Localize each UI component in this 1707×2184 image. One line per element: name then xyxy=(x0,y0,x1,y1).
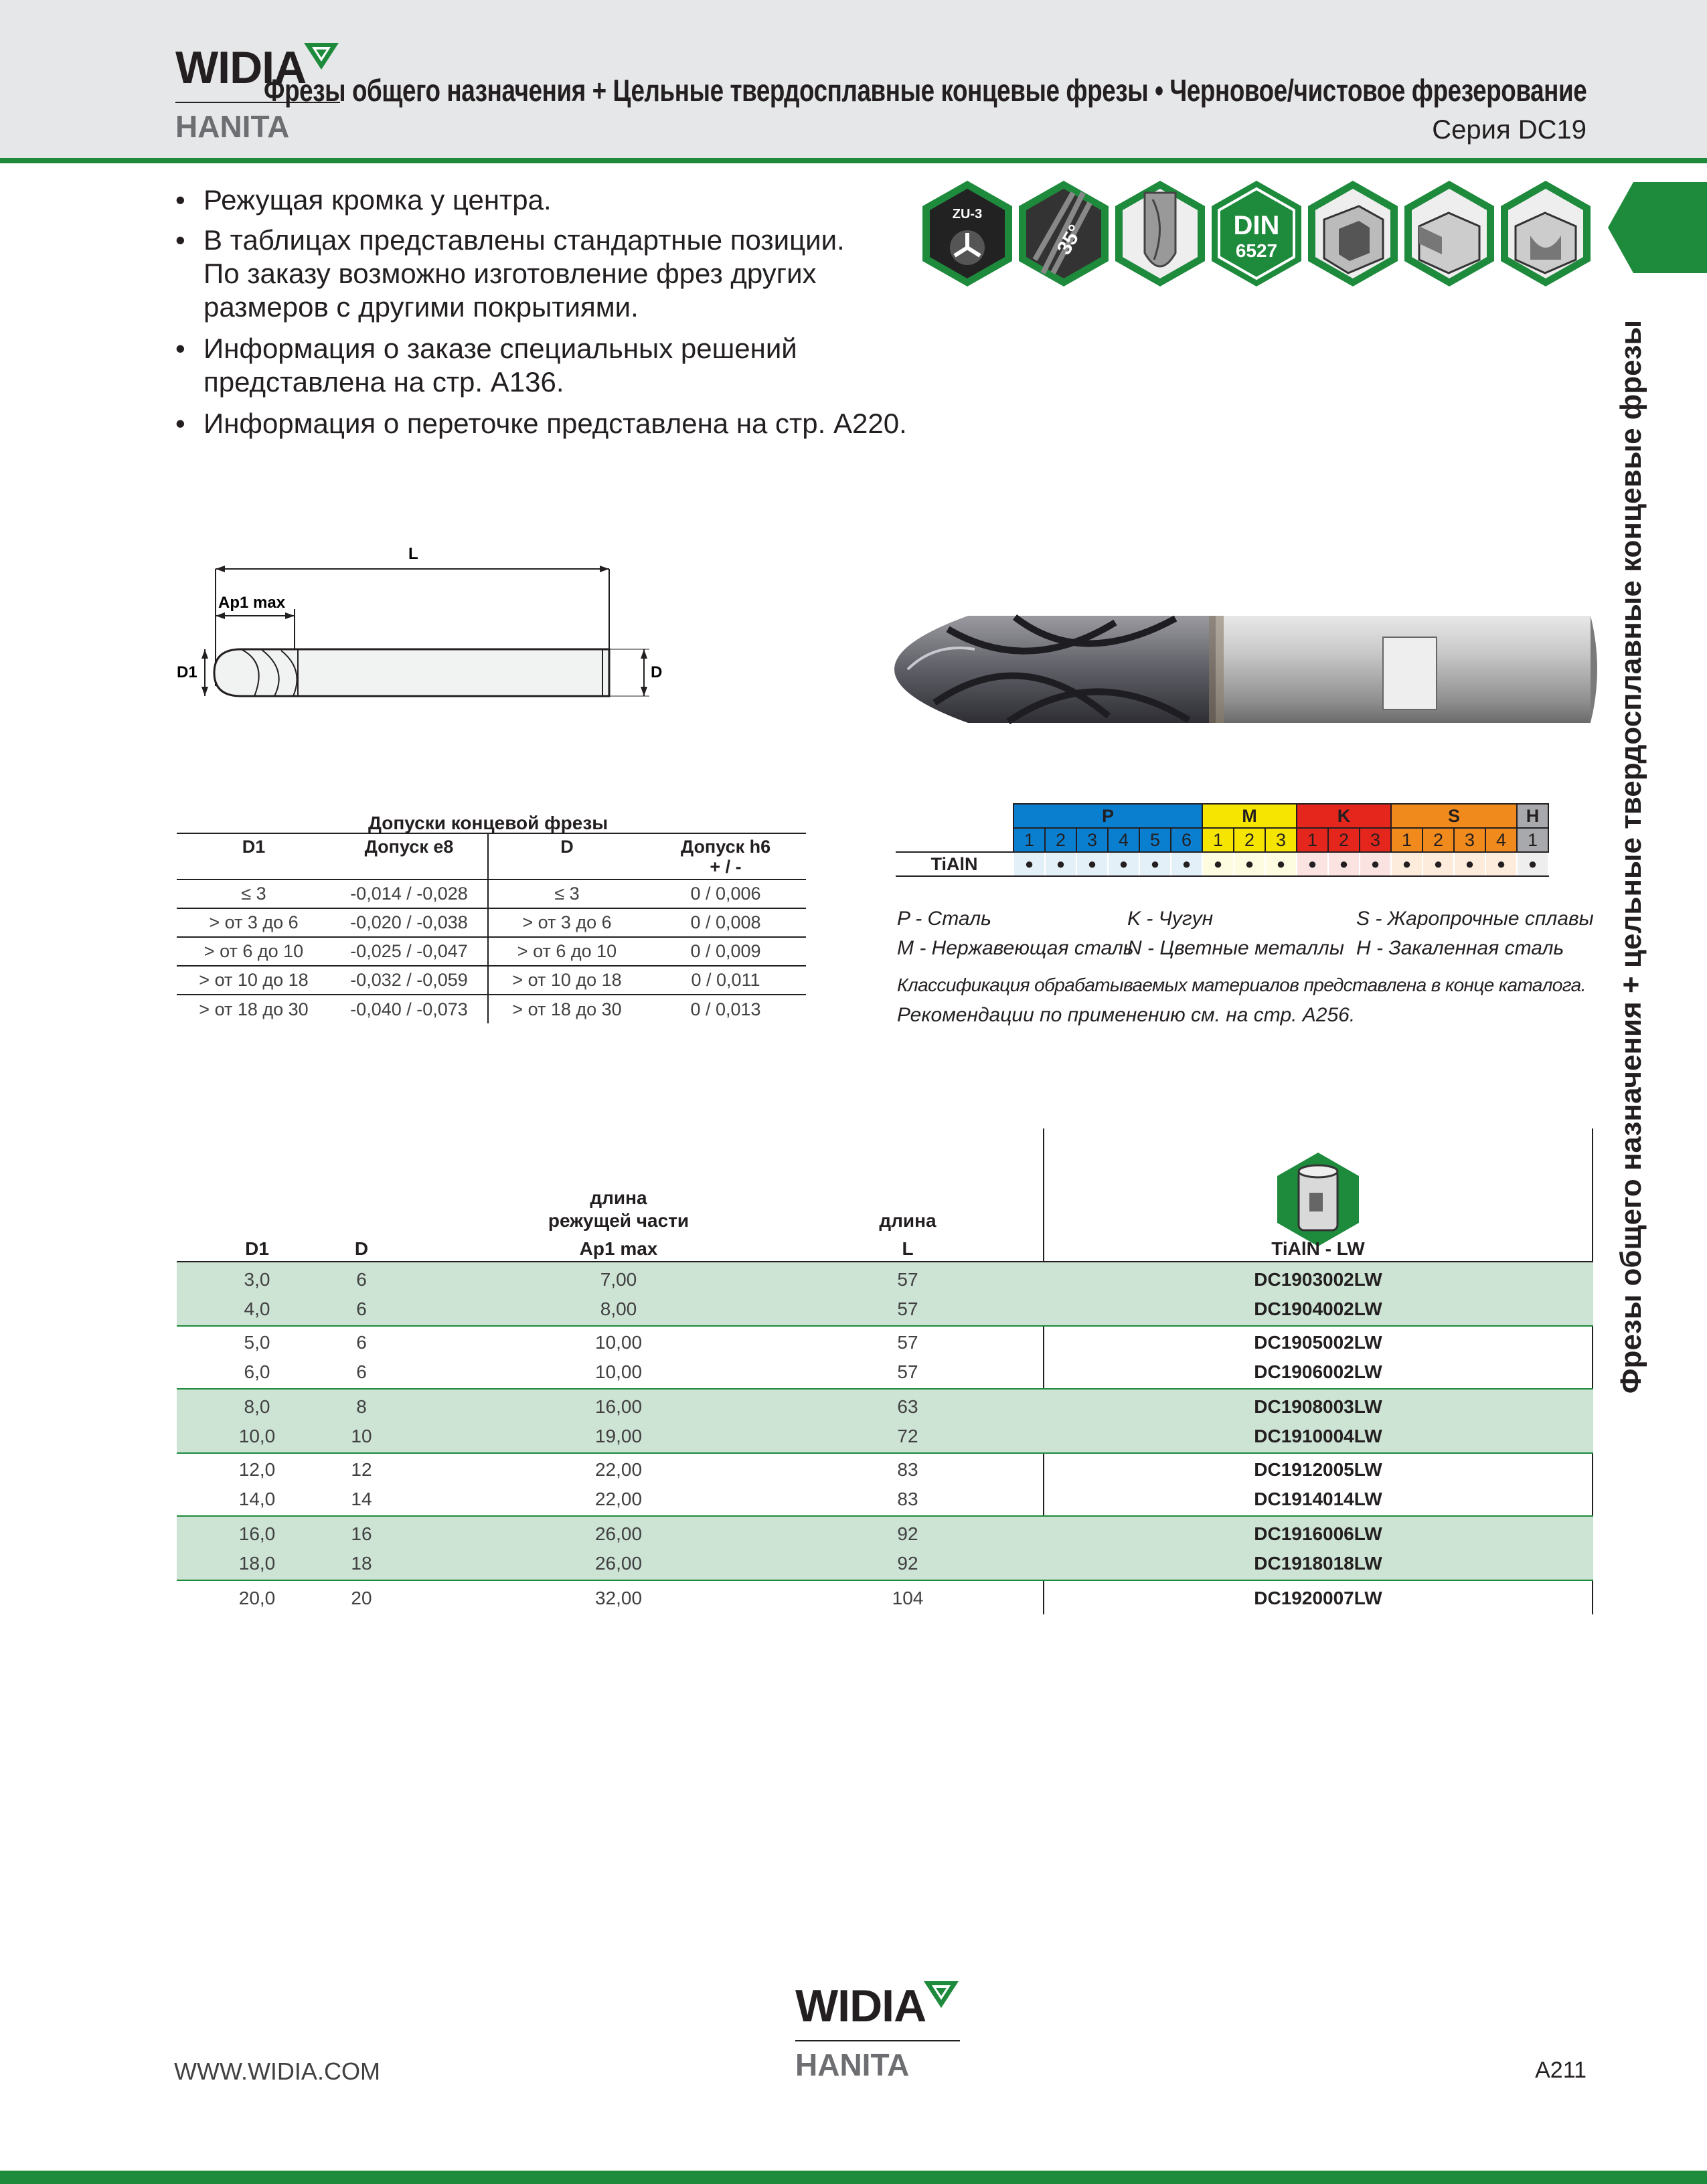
legend-n: N - Цветные металлы xyxy=(1127,937,1344,959)
material-subgroup-p-2: 2 xyxy=(1045,828,1076,852)
order-code[interactable]: DC1903002LW xyxy=(1254,1269,1382,1290)
series-label: Серия DC19 xyxy=(1432,115,1587,145)
logo-hanita-text: HANITA xyxy=(175,109,290,144)
tol-header-d: D xyxy=(560,837,574,857)
table-cell: 16,0 xyxy=(238,1523,276,1544)
section-tab-icon xyxy=(1607,181,1707,274)
application-mark: ● xyxy=(1328,852,1360,876)
logo-widia-text: WIDIA xyxy=(175,42,307,93)
table-cell: 16 xyxy=(351,1523,372,1544)
table-row xyxy=(177,1519,1593,1548)
tol-header-h6-sub: + / - xyxy=(710,857,742,877)
table-row xyxy=(177,995,806,1023)
row-band xyxy=(177,1452,1593,1454)
tol-cell: 0 / 0,013 xyxy=(690,999,761,1019)
table-row xyxy=(177,1485,1593,1513)
tol-cell: -0,040 / -0,073 xyxy=(331,995,488,1023)
table-row xyxy=(177,879,806,908)
table-cell: 4,0 xyxy=(244,1298,270,1319)
side-section-label: Фрезы общего назначения + цельные твердосплавные концевые фрезы xyxy=(1615,319,1647,1394)
material-subgroup-k-3: 3 xyxy=(1360,828,1391,852)
application-mark: ● xyxy=(1391,852,1422,876)
svg-text:ZU-3: ZU-3 xyxy=(952,207,983,222)
widia-logo-mark-icon xyxy=(922,1979,960,2009)
ball-nose-icon xyxy=(1113,179,1208,288)
table-row xyxy=(177,1294,1593,1323)
col-header-l-line1: длина xyxy=(879,1210,937,1231)
logo-widia-text: WIDIA xyxy=(795,1981,926,2031)
table-row xyxy=(177,1422,1593,1450)
widia-logo-mark-icon xyxy=(303,40,340,71)
application-mark: ● xyxy=(1360,852,1391,876)
table-cell: 57 xyxy=(897,1332,918,1353)
material-subgroup-m-2: 2 xyxy=(1234,828,1265,852)
row-band xyxy=(177,1325,1593,1327)
table-cell: 8,00 xyxy=(600,1298,637,1319)
material-subgroup-s-3: 3 xyxy=(1454,828,1485,852)
tol-cell: > от 6 до 10 xyxy=(488,937,645,966)
table-cell: 10 xyxy=(351,1426,372,1446)
application-mark: ● xyxy=(1234,852,1265,876)
tolerance-table xyxy=(177,833,806,1023)
table-cell: 22,00 xyxy=(594,1489,643,1509)
table-cell: 7,00 xyxy=(600,1269,637,1290)
table-cell: 6,0 xyxy=(244,1361,270,1382)
tol-cell: 0 / 0,011 xyxy=(645,966,806,995)
material-corner xyxy=(896,828,1013,852)
tol-cell: -0,020 / -0,038 xyxy=(331,908,488,937)
tol-cell: > от 10 до 18 xyxy=(488,966,645,995)
col-header-d1: D1 xyxy=(245,1238,269,1259)
order-code[interactable]: DC1912005LW xyxy=(1254,1459,1382,1480)
application-mark: ● xyxy=(1202,852,1234,876)
table-row xyxy=(177,1549,1593,1578)
table-cell: 5,0 xyxy=(244,1332,270,1353)
legend-note-recommendations: Рекомендации по применению см. на стр. A256. xyxy=(897,1004,1356,1026)
product-table xyxy=(177,1128,1593,1614)
application-mark: ● xyxy=(1045,852,1076,876)
din-6527-icon xyxy=(1209,179,1304,288)
row-band xyxy=(177,1580,1593,1581)
step-milling-icon xyxy=(1402,179,1497,288)
application-mark: ● xyxy=(1297,852,1328,876)
order-code[interactable]: DC1910004LW xyxy=(1254,1426,1382,1446)
material-subgroup-s-1: 1 xyxy=(1391,828,1422,852)
coated-grade-icon xyxy=(1275,1151,1362,1248)
tol-cell: 0 / 0,006 xyxy=(645,879,806,908)
page-title: Фрезы общего назначения + Цельные твердосплавные концевые фрезы • Черновое/чистовое фрезерование xyxy=(263,73,1587,108)
order-code[interactable]: DC1904002LW xyxy=(1254,1298,1382,1319)
table-cell: 104 xyxy=(892,1588,924,1608)
application-mark: ● xyxy=(1076,852,1108,876)
order-code[interactable]: DC1908003LW xyxy=(1254,1396,1382,1417)
helix-35-icon xyxy=(1016,179,1111,288)
table-cell: 18 xyxy=(351,1553,372,1574)
table-cell: 12 xyxy=(351,1459,372,1480)
table-cell: 10,0 xyxy=(238,1426,276,1446)
slot-milling-icon xyxy=(1498,179,1593,288)
table-row xyxy=(177,937,806,966)
table-cell: 57 xyxy=(897,1298,918,1319)
table-row xyxy=(177,1357,1593,1386)
tol-cell: -0,014 / -0,028 xyxy=(331,879,488,908)
material-group-k: K xyxy=(1297,804,1391,828)
table-cell: 20 xyxy=(351,1588,372,1608)
label-L: L xyxy=(408,545,418,563)
order-code[interactable]: DC1918018LW xyxy=(1254,1553,1382,1574)
bullet-text: В таблицах представлены стандартные позиции. xyxy=(204,224,845,256)
tol-cell: 0 / 0,009 xyxy=(645,937,806,966)
tol-cell: > от 10 до 18 xyxy=(177,966,331,995)
footer-bar xyxy=(0,2171,1707,2184)
col-header-grade: TiAlN - LW xyxy=(1271,1238,1365,1259)
table-cell: 12,0 xyxy=(238,1459,276,1480)
table-row xyxy=(177,966,806,995)
material-group-p: P xyxy=(1013,804,1202,828)
material-subgroup-h-1: 1 xyxy=(1517,828,1548,852)
table-cell: 63 xyxy=(897,1396,918,1417)
col-header-ap-line3: Ap1 max xyxy=(579,1238,658,1259)
bullet-text: Информация о переточке представлена на стр. A220. xyxy=(204,408,907,439)
page-number: A211 xyxy=(1535,2057,1587,2083)
legend-p: P - Сталь xyxy=(897,908,991,930)
material-subgroup-p-1: 1 xyxy=(1013,828,1045,852)
tol-cell: > от 6 до 10 xyxy=(177,937,331,966)
bullet-dot: • xyxy=(175,184,185,216)
application-mark: ● xyxy=(1485,852,1517,876)
bullet-text: представлена на стр. A136. xyxy=(204,366,564,398)
application-mark: ● xyxy=(1454,852,1485,876)
tol-cell: > от 18 до 30 xyxy=(512,999,622,1019)
col-header-d: D xyxy=(354,1238,369,1259)
table-cell: 19,00 xyxy=(594,1426,643,1446)
col-header-l-line2: L xyxy=(902,1238,914,1259)
table-cell: 20,0 xyxy=(238,1588,276,1608)
table-cell: 83 xyxy=(897,1489,918,1509)
order-code[interactable]: DC1906002LW xyxy=(1254,1361,1382,1382)
table-cell: 14,0 xyxy=(238,1489,276,1509)
col-header-ap-line2: режущей части xyxy=(548,1210,689,1231)
table-cell: 26,00 xyxy=(594,1523,643,1544)
material-grid xyxy=(896,803,1549,877)
material-subgroup-m-1: 1 xyxy=(1202,828,1234,852)
bullet-dot: • xyxy=(175,224,185,256)
material-group-h: H xyxy=(1517,804,1548,828)
table-cell: 92 xyxy=(897,1553,918,1574)
table-cell: 92 xyxy=(897,1523,918,1544)
footer-logo xyxy=(795,1983,963,2090)
bullet-dot: • xyxy=(175,408,185,439)
material-subgroup-p-4: 4 xyxy=(1108,828,1139,852)
material-application-table xyxy=(896,803,1549,877)
label-d1: D1 xyxy=(177,663,197,681)
table-cell: 18,0 xyxy=(238,1553,276,1574)
table-cell: 83 xyxy=(897,1459,918,1480)
footer-website-link[interactable]: WWW.WIDIA.COM xyxy=(174,2057,380,2085)
tol-header-d1: D1 xyxy=(242,837,266,857)
zu3-center-cutting-icon xyxy=(920,179,1015,288)
svg-text:DIN: DIN xyxy=(1233,211,1280,240)
table-row xyxy=(177,1584,1593,1612)
table-cell: 14 xyxy=(351,1489,372,1509)
tol-cell: ≤ 3 xyxy=(177,879,331,908)
material-corner xyxy=(896,804,1013,828)
application-mark: ● xyxy=(1422,852,1454,876)
tol-cell: ≤ 3 xyxy=(488,879,645,908)
application-mark: ● xyxy=(1517,852,1548,876)
table-cell: 16,00 xyxy=(594,1396,643,1417)
svg-text:6527: 6527 xyxy=(1235,240,1278,261)
table-row xyxy=(177,1455,1593,1484)
bullet-text: По заказу возможно изготовление фрез других xyxy=(204,258,817,289)
table-cell: 6 xyxy=(356,1269,367,1290)
table-row xyxy=(177,908,806,937)
application-mark: ● xyxy=(1171,852,1202,876)
pocket-milling-icon xyxy=(1305,179,1400,288)
legend-m: M - Нержавеющая сталь xyxy=(897,937,1134,959)
tol-cell: > от 3 до 6 xyxy=(177,908,331,937)
legend-h: H - Закаленная сталь xyxy=(1356,937,1564,959)
order-code[interactable]: DC1916006LW xyxy=(1254,1523,1382,1544)
material-subgroup-p-3: 3 xyxy=(1076,828,1108,852)
legend-note-classification: Классификация обрабатываемых материалов представлена в конце каталога. xyxy=(897,975,1586,995)
bullet-text: размеров с другими покрытиями. xyxy=(204,291,639,323)
tol-cell: -0,025 / -0,047 xyxy=(331,937,488,966)
table-cell: 57 xyxy=(897,1269,918,1290)
table-cell: 8 xyxy=(356,1396,367,1417)
material-subgroup-m-3: 3 xyxy=(1265,828,1297,852)
application-mark: ● xyxy=(1265,852,1297,876)
material-subgroup-p-6: 6 xyxy=(1171,828,1202,852)
bullet-text: Информация о заказе специальных решений xyxy=(204,333,797,364)
legend-k: K - Чугун xyxy=(1127,908,1214,930)
table-cell: 26,00 xyxy=(594,1553,643,1574)
table-cell: 10,00 xyxy=(594,1332,643,1353)
table-cell: 6 xyxy=(356,1361,367,1382)
material-subgroup-s-2: 2 xyxy=(1422,828,1454,852)
tol-header-e8: Допуск e8 xyxy=(331,833,488,877)
table-cell: 6 xyxy=(356,1298,367,1319)
label-ap1: Ap1 max xyxy=(218,594,286,612)
tol-cell: > от 18 до 30 xyxy=(199,999,309,1019)
material-subgroup-p-5: 5 xyxy=(1139,828,1171,852)
end-mill-photo xyxy=(894,602,1604,736)
material-subgroup-k-2: 2 xyxy=(1328,828,1360,852)
table-row xyxy=(177,1328,1593,1357)
order-code[interactable]: DC1905002LW xyxy=(1254,1332,1382,1353)
application-mark: ● xyxy=(1108,852,1139,876)
page-header xyxy=(0,0,1707,158)
application-mark: ● xyxy=(1139,852,1171,876)
material-subgroup-s-4: 4 xyxy=(1485,828,1517,852)
tol-cell: > от 3 до 6 xyxy=(488,908,645,937)
bullet-dot: • xyxy=(175,333,185,364)
table-cell: 32,00 xyxy=(594,1588,643,1608)
svg-text:35°: 35° xyxy=(1052,221,1088,259)
table-cell: 72 xyxy=(897,1426,918,1446)
material-subgroup-k-1: 1 xyxy=(1297,828,1328,852)
table-cell: 10,00 xyxy=(594,1361,643,1382)
table-cell: 8,0 xyxy=(244,1396,270,1417)
order-code[interactable]: DC1920007LW xyxy=(1254,1588,1382,1608)
tolerance-title: Допуски концевой фрезы xyxy=(368,813,608,833)
bullet-text: Режущая кромка у центра. xyxy=(204,184,552,216)
coating-row-label: TiAlN xyxy=(896,852,1013,876)
tol-cell: -0,032 / -0,059 xyxy=(331,966,488,995)
table-cell: 3,0 xyxy=(244,1269,270,1290)
legend-s: S - Жаропрочные сплавы xyxy=(1356,908,1594,930)
table-row xyxy=(177,1265,1593,1294)
header-rule xyxy=(0,158,1707,163)
logo-divider xyxy=(795,2040,960,2041)
col-header-ap-line1: длина xyxy=(590,1187,647,1208)
label-d: D xyxy=(651,663,663,681)
table-cell: 22,00 xyxy=(594,1459,643,1480)
tol-cell: 0 / 0,008 xyxy=(645,908,806,937)
material-group-s: S xyxy=(1391,804,1517,828)
table-row xyxy=(177,1392,1593,1421)
material-group-m: M xyxy=(1202,804,1297,828)
end-mill-drawing xyxy=(174,535,683,709)
tol-header-h6 xyxy=(645,833,806,877)
order-code[interactable]: DC1914014LW xyxy=(1254,1489,1382,1509)
tol-header-h6-label: Допуск h6 xyxy=(680,837,771,857)
logo-hanita-text: HANITA xyxy=(795,2047,910,2082)
table-cell: 6 xyxy=(356,1332,367,1353)
application-mark: ● xyxy=(1013,852,1045,876)
table-cell: 57 xyxy=(897,1361,918,1382)
